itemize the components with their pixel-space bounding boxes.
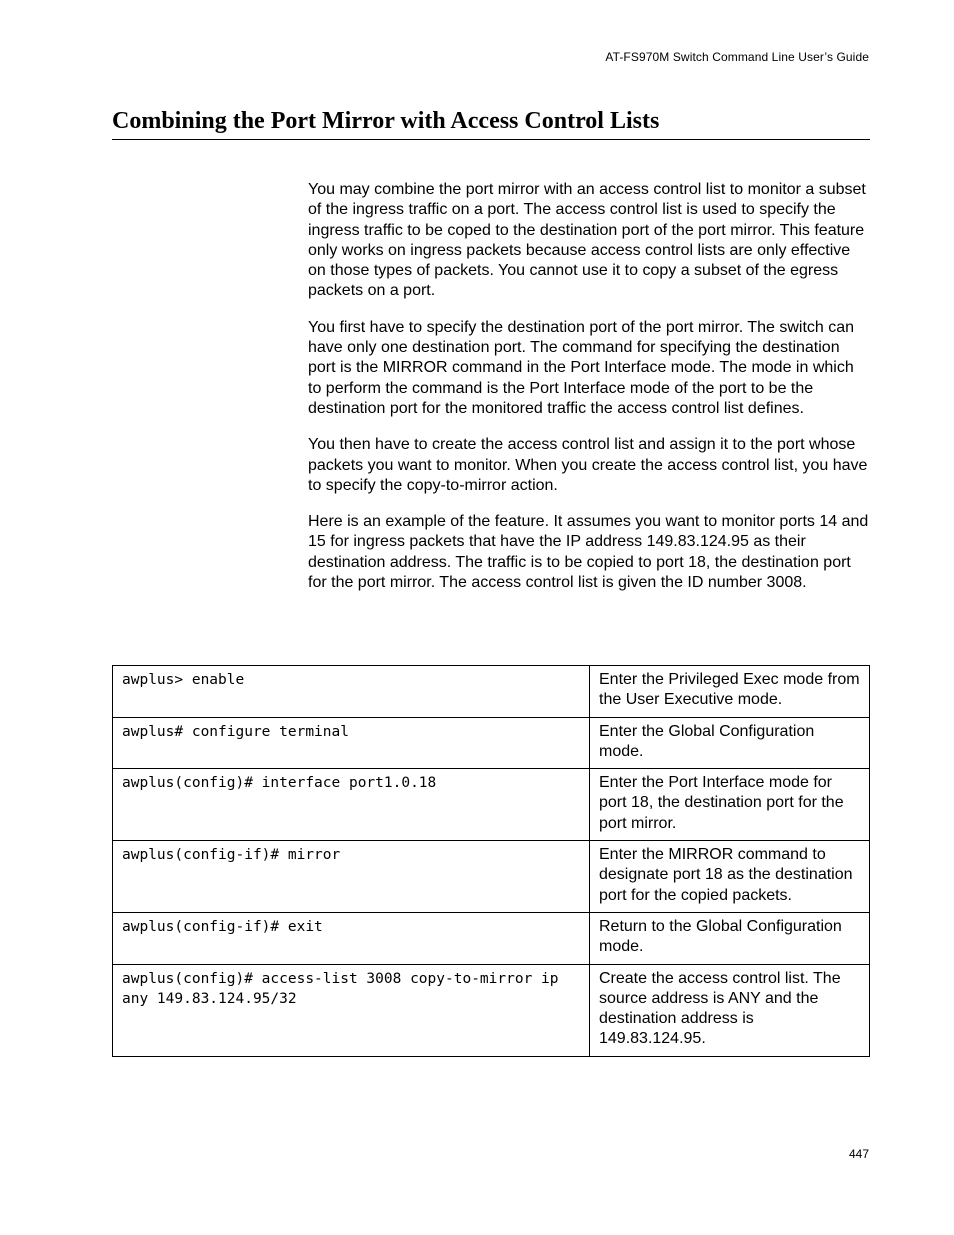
paragraph: You may combine the port mirror with an access control list to monitor a subset of the ingress traffic on a port. The access control list is used to specify the ingress traffic to be coped to the destination port of the port mirror. This feature only works on ingress packets because access control lists are only effective on those types of packets. You cannot use it to copy a subset of the egress packets on a port.	[308, 181, 866, 300]
command-cell: awplus(config-if)# mirror	[113, 841, 590, 913]
table-row	[113, 666, 870, 718]
body-text	[308, 180, 870, 609]
table-row	[113, 717, 870, 769]
table-row	[113, 964, 870, 1056]
description-cell: Create the access control list. The source address is ANY and the destination address is 149.83.124.95.	[590, 964, 870, 1056]
table-row	[113, 912, 870, 964]
page-number: 447	[848, 1147, 869, 1161]
description-cell: Enter the Port Interface mode for port 18, the destination port for the port mirror.	[590, 769, 870, 841]
paragraph: You first have to specify the destination port of the port mirror. The switch can have only one destination port. The command for specifying the destination port is the MIRROR command in the Port Interface mode. The mode in which to perform the command is the Port Interface mode of the port to be the destination port for the monitored traffic the access control list defines.	[308, 318, 855, 417]
table-row	[113, 841, 870, 913]
paragraph: Here is an example of the feature. It assumes you want to monitor ports 14 and 15 for ingress packets that have the IP address 149.83.124.95 as their destination address. The traffic is to be copied to port 18, the destination port for the port mirror. The access control list is given the ID number 3008.	[308, 513, 869, 592]
command-cell: awplus# configure terminal	[113, 717, 590, 769]
running-header: AT-FS970M Switch Command Line User’s Guide	[605, 50, 869, 64]
paragraph: You then have to create the access control list and assign it to the port whose packets you want to monitor. When you create the access control list, you have to specify the copy-to-mirror action.	[308, 436, 868, 494]
command-cell: awplus(config)# interface port1.0.18	[113, 769, 590, 841]
command-cell: awplus(config)# access-list 3008 copy-to-mirror ip any 149.83.124.95/32	[113, 964, 590, 1056]
table-row	[113, 769, 870, 841]
description-cell: Return to the Global Configuration mode.	[590, 912, 870, 964]
description-cell: Enter the Global Configuration mode.	[590, 717, 870, 769]
command-cell: awplus> enable	[113, 666, 590, 718]
description-cell: Enter the Privileged Exec mode from the User Executive mode.	[590, 666, 870, 718]
section-title: Combining the Port Mirror with Access Control Lists	[112, 107, 870, 140]
description-cell: Enter the MIRROR command to designate port 18 as the destination port for the copied packets.	[590, 841, 870, 913]
command-table	[112, 665, 870, 1057]
command-cell: awplus(config-if)# exit	[113, 912, 590, 964]
